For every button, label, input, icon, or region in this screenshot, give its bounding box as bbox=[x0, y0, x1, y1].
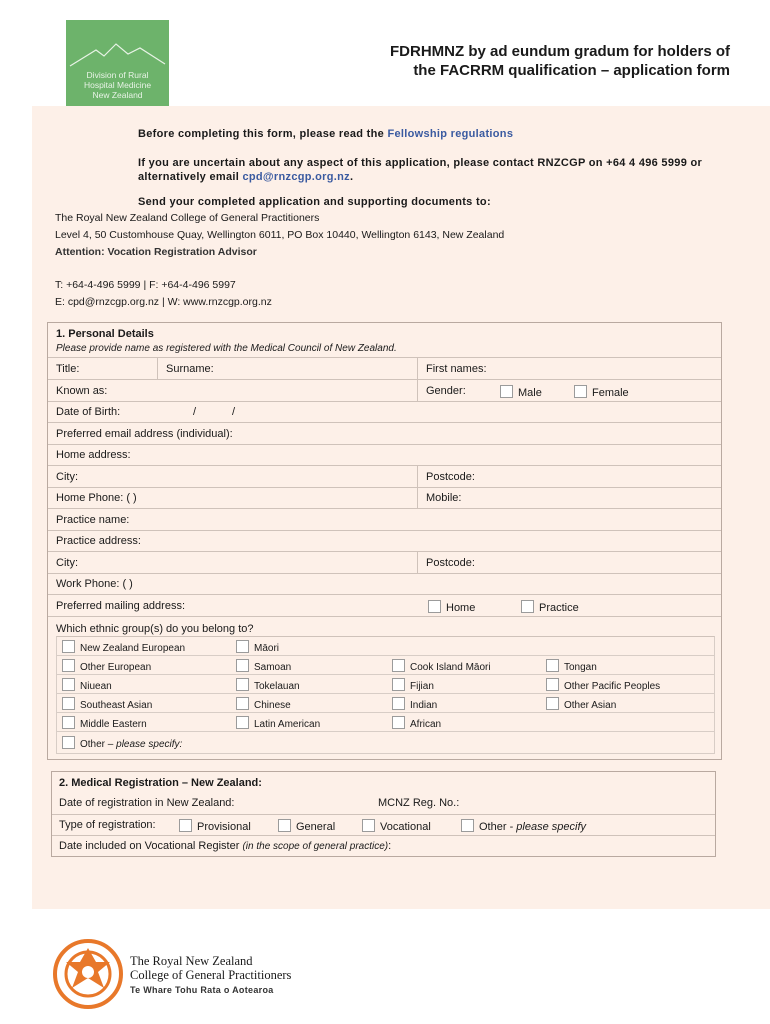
home-phone-field[interactable]: Home Phone: ( ) bbox=[56, 492, 137, 504]
org-name: The Royal New Zealand College of General Practitioners bbox=[55, 212, 320, 224]
type-other-option[interactable]: Other - please specify bbox=[461, 819, 586, 834]
dob-separator: / bbox=[232, 406, 236, 418]
ethnic-chinese[interactable]: Chinese bbox=[236, 697, 291, 712]
gender-male-option[interactable]: Male bbox=[500, 385, 542, 400]
contact-email-link[interactable]: cpd@rnzcgp.org.nz bbox=[242, 171, 350, 183]
checkbox[interactable] bbox=[521, 600, 534, 613]
practice-name-row bbox=[48, 509, 721, 531]
vocational-date-field[interactable]: Date included on Vocational Register (in the scope of general practice): bbox=[59, 840, 392, 852]
send-heading: Send your completed application and supporting documents to: bbox=[138, 196, 491, 208]
ethnic-other[interactable]: Other – please specify: bbox=[62, 736, 182, 751]
city-row bbox=[48, 466, 721, 488]
checkbox[interactable] bbox=[500, 385, 513, 398]
dob-row bbox=[48, 402, 721, 423]
ethnic-nz-european[interactable]: New Zealand European bbox=[62, 640, 185, 655]
mailing-home-option[interactable]: Home bbox=[428, 600, 475, 615]
known-as-row bbox=[48, 380, 721, 402]
form-title: FDRHMNZ by ad eundum gradum for holders of the FACRRM qualification – application form bbox=[390, 43, 730, 79]
ethnic-middle-eastern[interactable]: Middle Eastern bbox=[62, 716, 147, 731]
type-vocational-option[interactable]: Vocational bbox=[362, 819, 431, 834]
home-address-field[interactable]: Home address: bbox=[56, 449, 131, 461]
contact-line: If you are uncertain about any aspect of this application, please contact RNZCGP on +64 4 496 5999 or alternatively email cpd@rnzcgp.org.nz. bbox=[138, 157, 703, 183]
registration-type-row bbox=[52, 815, 715, 836]
email-row bbox=[48, 423, 721, 445]
logo-text: Division of Rural Hospital Medicine New Zealand bbox=[83, 70, 152, 100]
section-header bbox=[48, 323, 721, 358]
title-field[interactable]: Title: bbox=[56, 363, 80, 375]
gender-female-option[interactable]: Female bbox=[574, 385, 629, 400]
college-name: The Royal New Zealand College of General Practitioners bbox=[130, 954, 292, 982]
mailing-row bbox=[48, 595, 721, 617]
registration-date-row bbox=[52, 793, 715, 815]
name-row bbox=[48, 358, 721, 380]
practice-city-row bbox=[48, 552, 721, 574]
ethnic-question: Which ethnic group(s) do you belong to? bbox=[56, 623, 254, 635]
registration-date-field[interactable]: Date of registration in New Zealand: bbox=[59, 797, 235, 809]
org-address: Level 4, 50 Customhouse Quay, Wellington 6011, PO Box 10440, Wellington 6143, New Zealand bbox=[55, 229, 505, 241]
mailing-label: Preferred mailing address: bbox=[56, 600, 186, 612]
phone-fax: T: +64-4-496 5999 | F: +64-4-496 5997 bbox=[55, 279, 236, 291]
fellowship-regulations-link[interactable]: Fellowship regulations bbox=[387, 128, 514, 140]
ethnic-samoan[interactable]: Samoan bbox=[236, 659, 291, 674]
home-address-row bbox=[48, 445, 721, 466]
practice-name-field[interactable]: Practice name: bbox=[56, 514, 130, 526]
mailing-practice-option[interactable]: Practice bbox=[521, 600, 579, 615]
ethnic-african[interactable]: African bbox=[392, 716, 441, 731]
section-header bbox=[52, 772, 715, 793]
section-title: 1. Personal Details bbox=[56, 328, 154, 340]
ethnic-cook-island[interactable]: Cook Island Māori bbox=[392, 659, 491, 674]
practice-address-row bbox=[48, 531, 721, 552]
vocational-date-row bbox=[52, 836, 715, 857]
medical-registration-section bbox=[51, 771, 716, 857]
email-field[interactable]: Preferred email address (individual): bbox=[56, 428, 233, 440]
known-as-field[interactable]: Known as: bbox=[56, 385, 108, 397]
surname-field[interactable]: Surname: bbox=[166, 363, 214, 375]
first-names-field[interactable]: First names: bbox=[426, 363, 487, 375]
type-general-option[interactable]: General bbox=[278, 819, 335, 834]
gender-label: Gender: bbox=[426, 385, 466, 397]
registration-type-label: Type of registration: bbox=[59, 819, 156, 831]
ethnic-indian[interactable]: Indian bbox=[392, 697, 437, 712]
ethnic-maori[interactable]: Māori bbox=[236, 640, 279, 655]
type-provisional-option[interactable]: Provisional bbox=[179, 819, 251, 834]
ethnic-se-asian[interactable]: Southeast Asian bbox=[62, 697, 152, 712]
ethnic-tongan[interactable]: Tongan bbox=[546, 659, 597, 674]
home-phone-row bbox=[48, 488, 721, 509]
work-phone-row bbox=[48, 574, 721, 595]
ethnic-other-asian[interactable]: Other Asian bbox=[546, 697, 616, 712]
drhm-logo bbox=[66, 20, 169, 108]
section-title: 2. Medical Registration – New Zealand: bbox=[59, 777, 262, 789]
college-seal-icon bbox=[52, 938, 124, 1010]
checkbox[interactable] bbox=[574, 385, 587, 398]
practice-address-field[interactable]: Practice address: bbox=[56, 535, 141, 547]
postcode-field[interactable]: Postcode: bbox=[426, 471, 475, 483]
checkbox[interactable] bbox=[428, 600, 441, 613]
ethnic-other-pacific[interactable]: Other Pacific Peoples bbox=[546, 678, 660, 693]
ethnic-other-european[interactable]: Other European bbox=[62, 659, 151, 674]
college-maori-name: Te Whare Tohu Rata o Aotearoa bbox=[130, 985, 274, 995]
ethnic-fijian[interactable]: Fijian bbox=[392, 678, 434, 693]
work-phone-field[interactable]: Work Phone: ( ) bbox=[56, 578, 133, 590]
ethnic-latin-american[interactable]: Latin American bbox=[236, 716, 320, 731]
read-regulations-line: Before completing this form, please read the Fellowship regulations bbox=[138, 128, 514, 140]
city-field[interactable]: City: bbox=[56, 471, 78, 483]
dob-field[interactable]: Date of Birth: bbox=[56, 406, 121, 418]
mountain-logo-icon bbox=[66, 20, 169, 70]
section-subtitle: Please provide name as registered with the Medical Council of New Zealand. bbox=[56, 343, 397, 354]
practice-city-field[interactable]: City: bbox=[56, 557, 78, 569]
ethnic-niuean[interactable]: Niuean bbox=[62, 678, 112, 693]
mcnz-number-field[interactable]: MCNZ Reg. No.: bbox=[378, 797, 460, 809]
ethnic-tokelauan[interactable]: Tokelauan bbox=[236, 678, 300, 693]
email-web: E: cpd@rnzcgp.org.nz | W: www.rnzcgp.org.nz bbox=[55, 296, 272, 308]
mobile-field[interactable]: Mobile: bbox=[426, 492, 462, 504]
practice-postcode-field[interactable]: Postcode: bbox=[426, 557, 475, 569]
attention-line: Attention: Vocation Registration Advisor bbox=[55, 246, 257, 258]
dob-separator: / bbox=[193, 406, 197, 418]
